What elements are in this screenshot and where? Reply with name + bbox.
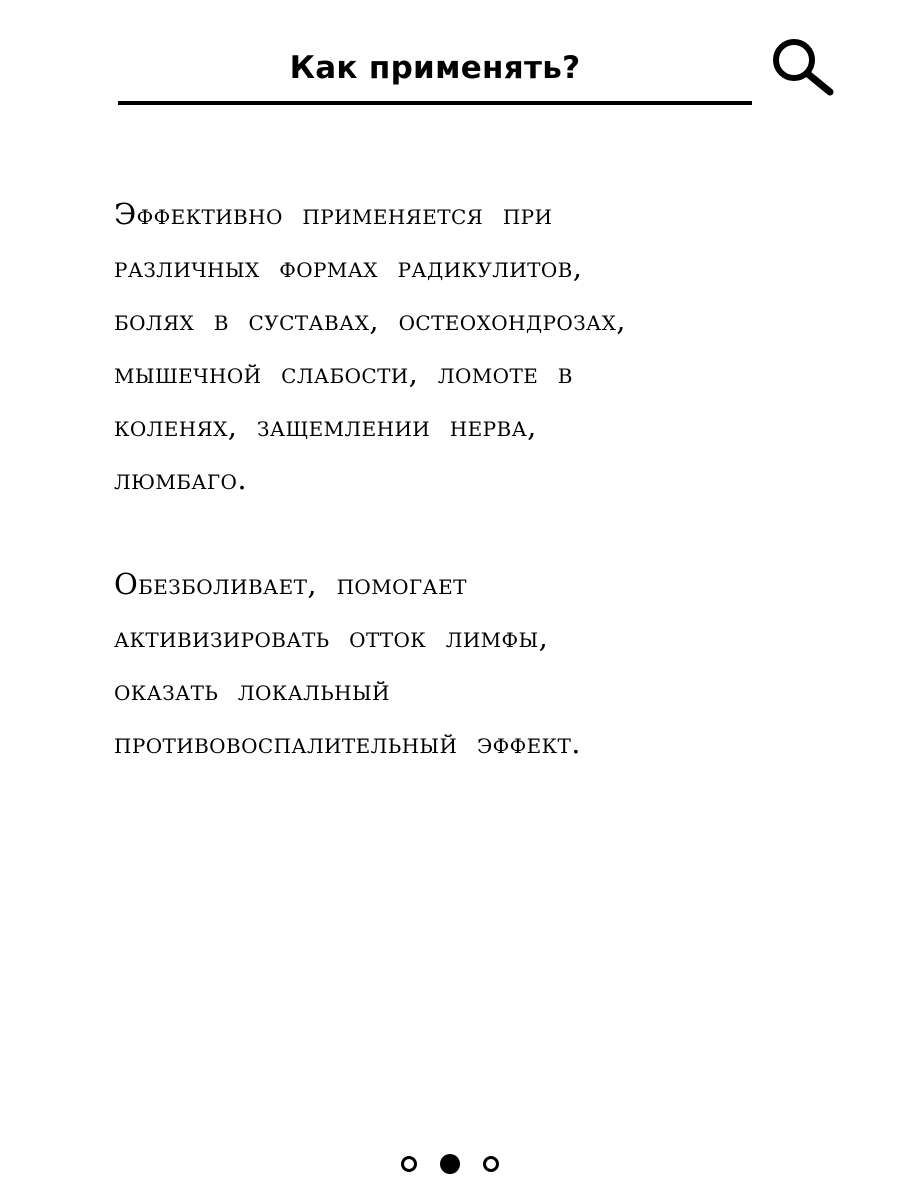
pagination-dot[interactable] <box>401 1156 417 1172</box>
paragraph-line: болях в суставах, остеохондрозах, <box>114 303 626 337</box>
title-underline <box>118 101 752 105</box>
pagination-dots <box>0 1152 900 1176</box>
paragraph-line: оказать локальный <box>114 673 390 707</box>
paragraph-line: Обезболивает, помогает <box>114 567 467 601</box>
paragraph-line: люмбаго. <box>114 462 247 496</box>
paragraph-line: Эффективно применяется при <box>114 197 553 231</box>
paragraph-line: активизировать отток лимфы, <box>114 620 549 654</box>
page-title: Как применять? <box>289 50 581 86</box>
paragraph-line: противовоспалительный эффект. <box>114 726 581 760</box>
paragraph-effect <box>114 558 804 770</box>
search-icon[interactable] <box>770 36 840 98</box>
paragraph-usage <box>114 188 804 506</box>
paragraph-line: коленях, защемлении нерва, <box>114 409 537 443</box>
paragraph-line: различных формах радикулитов, <box>114 250 583 284</box>
paragraph-line: мышечной слабости, ломоте в <box>114 356 573 390</box>
pagination-dot-active[interactable] <box>440 1154 460 1174</box>
pagination-dot[interactable] <box>483 1156 499 1172</box>
